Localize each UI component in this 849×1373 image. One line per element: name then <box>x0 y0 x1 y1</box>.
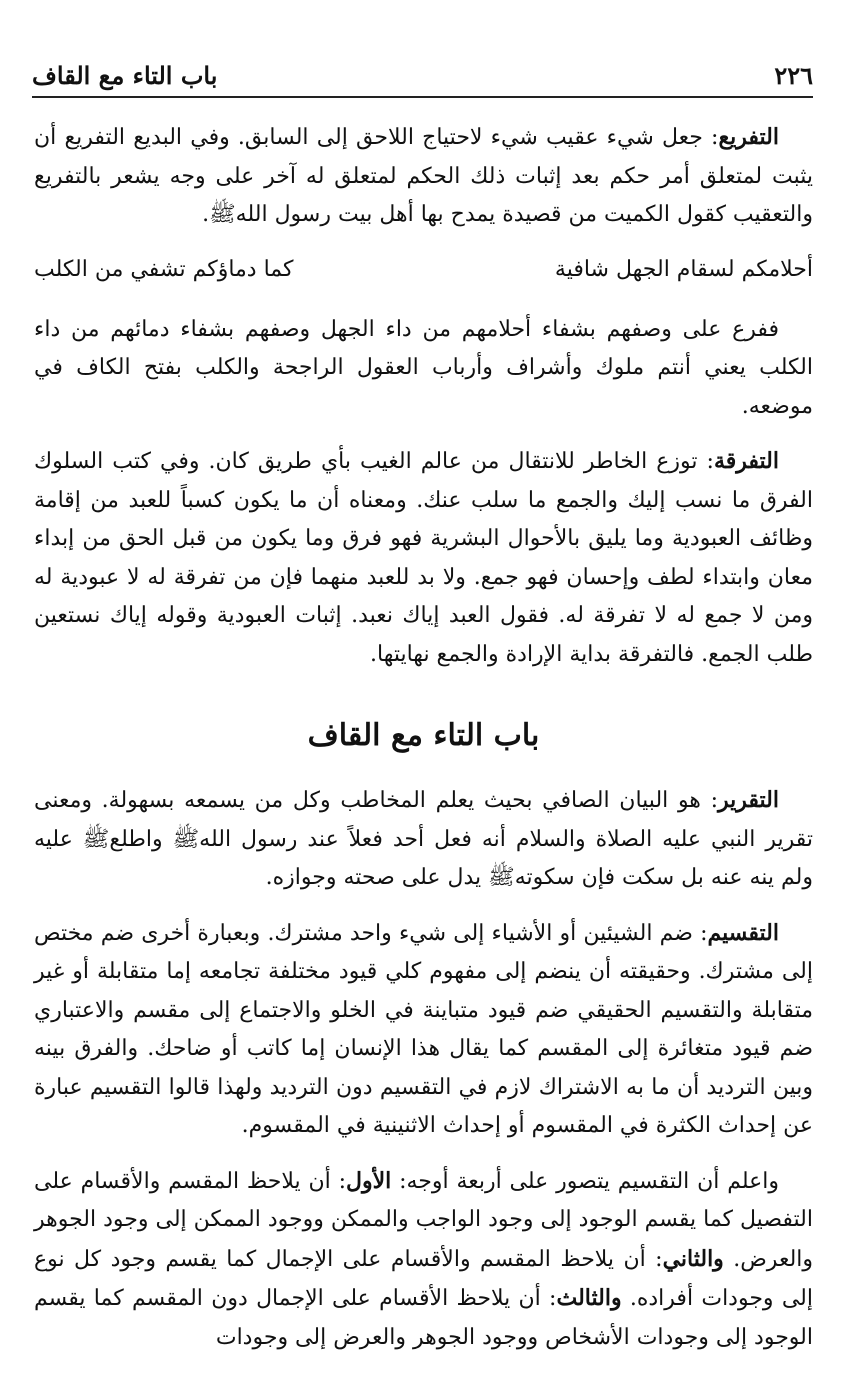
entry-taqsim <box>34 914 813 1146</box>
type-text-second: : أن يلاحظ المقسم والأقسام على الإجمال كما يقسم وجود كل نوع إلى وجودات أفراده. <box>34 1246 814 1311</box>
verse-commentary: ففرع على وصفهم بشفاء أحلامهم من داء الجهل وصفهم بشفاء دمائهم من داء الكلب يعني أنتم ملوك وأشراف وأرباب العقول الراجحة والكلب بفتح الكاف في موضعه. <box>34 316 813 419</box>
entry-definition: : توزع الخاطر للانتقال من عالم الغيب بأي طريق كان. وفي كتب السلوك الفرق ما نسب إليك والجمع ما سلب عنك. ومعناه أن ما يكون كسباً للعبد من إقامة وظائف العبودية وما يليق بالأحوال البشرية فهو فرق وما يكون من قبل الحق من إبداء معان وابتداء لطف وإحسان فهو جمع. ولا بد للعبد منهما فإن من تفرقة له لا عبودية له ومن لا جمع له لا تفرقة له. فقول العبد إياك نعبد. إثبات العبودية وقوله إياك نستعين طلب الجمع. فالتفرقة بداية الإرادة والجمع نهايتها. <box>34 449 813 667</box>
entry-term: التفريع <box>718 124 779 150</box>
page-body <box>34 118 813 1373</box>
taqsim-types <box>34 1162 813 1358</box>
entry-tafriqa <box>34 442 813 674</box>
verse-second-hemistich: كما دماؤكم تشفي من الكلب <box>34 256 294 282</box>
page-number: ٢٢٦ <box>774 61 813 90</box>
verse-first-hemistich: أحلامكم لسقام الجهل شافية <box>554 256 813 282</box>
entry-term: التفرقة <box>713 448 779 474</box>
type-text-first: : أن يلاحظ المقسم والأقسام على التفصيل كما يقسم الوجود إلى وجود الواجب والممكن ووجود الممكن إلى وجود الجوهر والعرض. <box>34 1168 814 1272</box>
running-title: باب التاء مع القاف <box>32 61 218 90</box>
type-label-second: والثاني <box>662 1245 724 1272</box>
entry-definition: : ضم الشيئين أو الأشياء إلى شيء واحد مشترك. وبعبارة أخرى ضم مختص إلى مشترك. وحقيقته أن ينضم إلى مفهوم كلي قيود مختلفة تجامعه إما متقابلة أو غير متقابلة والتقسيم الحقيقي ضم قيود متباينة في الخلو والاجتماع إلى مقسم والاعتباري ضم قيود متغائرة إلى المقسم كما يقال هذا الإنسان إما كاتب أو ضاحك. والفرق بينه وبين الترديد أن ما به الاشتراك لازم في التقسيم دون الترديد ولهذا قالوا التقسيم عبارة عن إحداث الكثرة في المقسوم أو إحداث الاثنينية في المقسوم. <box>34 920 813 1138</box>
type-text-third: : أن يلاحظ الأقسام على الإجمال دون المقسم كما يقسم الوجود إلى وجودات الأشخاص ووجود الجوهر والعرض إلى وجودات <box>34 1286 813 1350</box>
entry-taqrir <box>34 781 813 898</box>
entry-term: التقرير <box>718 787 779 813</box>
page-header <box>32 58 813 98</box>
entry-tafri <box>34 118 813 235</box>
type-label-third: والثالث <box>556 1285 622 1311</box>
entry-term: التقسيم <box>707 919 779 946</box>
types-intro: واعلم أن التقسيم يتصور على أربعة أوجه: <box>391 1168 779 1194</box>
chapter-title: باب التاء مع القاف <box>307 718 540 753</box>
entry-definition: : هو البيان الصافي بحيث يعلم المخاطب وكل من يسمعه بسهولة. ومعنى تقرير النبي عليه الصلاة والسلام أنه فعل أحد فعلاً عند رسول اللهﷺ واطلعﷺ عليه ولم ينه عنه بل سكت فإن سكوتهﷺ يدل على صحته وجوازه. <box>34 788 813 890</box>
entry-definition: : جعل شيء عقيب شيء لاحتياج اللاحق إلى السابق. وفي البديع التفريع أن يثبت لمتعلق أمر حكم بعد إثبات ذلك الحكم لمتعلق له آخر على وجه يشعر بالتفريع والتعقيب كقول الكميت من قصيدة يمدح بها أهل بيت رسول اللهﷺ. <box>34 125 813 227</box>
type-label-first: الأول <box>345 1167 392 1194</box>
poetry-verse <box>34 251 813 289</box>
